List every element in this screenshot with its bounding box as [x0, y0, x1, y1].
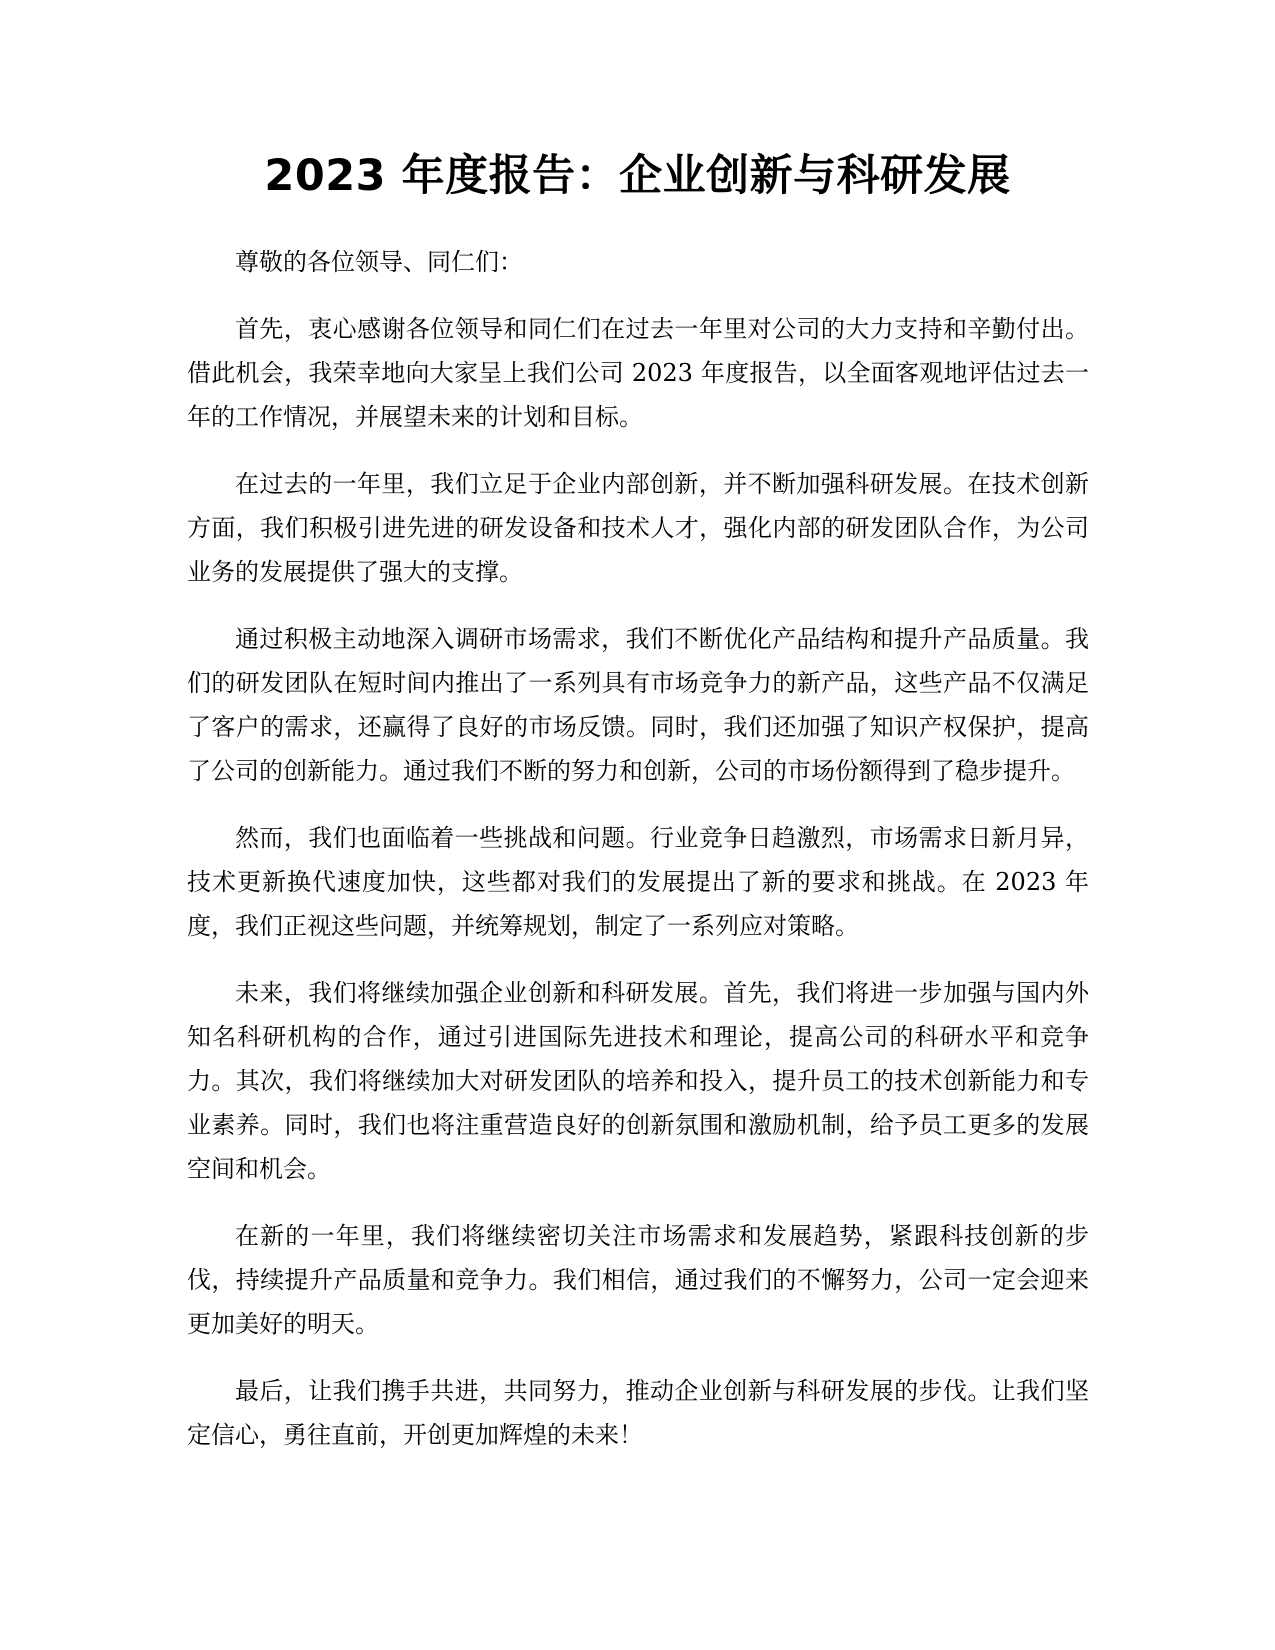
paragraph-challenges: 然而，我们也面临着一些挑战和问题。行业竞争日趋激烈，市场需求日新月异，技术更新换代速度加快，这些都对我们的发展提出了新的要求和挑战。在 2023 年度，我们正视这些问题，并统筹规划，制定了一系列应对策略。	[187, 824, 1089, 940]
paragraph-greeting: 尊敬的各位领导、同仁们：	[235, 248, 523, 276]
document-body	[187, 240, 1089, 1480]
paragraph-market: 通过积极主动地深入调研市场需求，我们不断优化产品结构和提升产品质量。我们的研发团队在短时间内推出了一系列具有市场竞争力的新产品，这些产品不仅满足了客户的需求，还赢得了良好的市场反馈。同时，我们还加强了知识产权保护，提高了公司的创新能力。通过我们不断的努力和创新，公司的市场份额得到了稳步提升。	[187, 625, 1089, 785]
paragraph-introduction: 首先，衷心感谢各位领导和同仁们在过去一年里对公司的大力支持和辛勤付出。借此机会，我荣幸地向大家呈上我们公司 2023 年度报告，以全面客观地评估过去一年的工作情况，并展望未来的计划和目标。	[187, 315, 1089, 431]
document-title: 2023 年度报告：企业创新与科研发展	[264, 151, 1011, 201]
paragraph-innovation: 在过去的一年里，我们立足于企业内部创新，并不断加强科研发展。在技术创新方面，我们积极引进先进的研发设备和技术人才，强化内部的研发团队合作，为公司业务的发展提供了强大的支撑。	[187, 470, 1089, 586]
paragraph-closing: 最后，让我们携手共进，共同努力，推动企业创新与科研发展的步伐。让我们坚定信心，勇往直前，开创更加辉煌的未来！	[187, 1377, 1089, 1449]
paragraph-new-year: 在新的一年里，我们将继续密切关注市场需求和发展趋势，紧跟科技创新的步伐，持续提升产品质量和竞争力。我们相信，通过我们的不懈努力，公司一定会迎来更加美好的明天。	[187, 1222, 1089, 1338]
paragraph-future: 未来，我们将继续加强企业创新和科研发展。首先，我们将进一步加强与国内外知名科研机构的合作，通过引进国际先进技术和理论，提高公司的科研水平和竞争力。其次，我们将继续加大对研发团队的培养和投入，提升员工的技术创新能力和专业素养。同时，我们也将注重营造良好的创新氛围和激励机制，给予员工更多的发展空间和机会。	[187, 979, 1089, 1183]
